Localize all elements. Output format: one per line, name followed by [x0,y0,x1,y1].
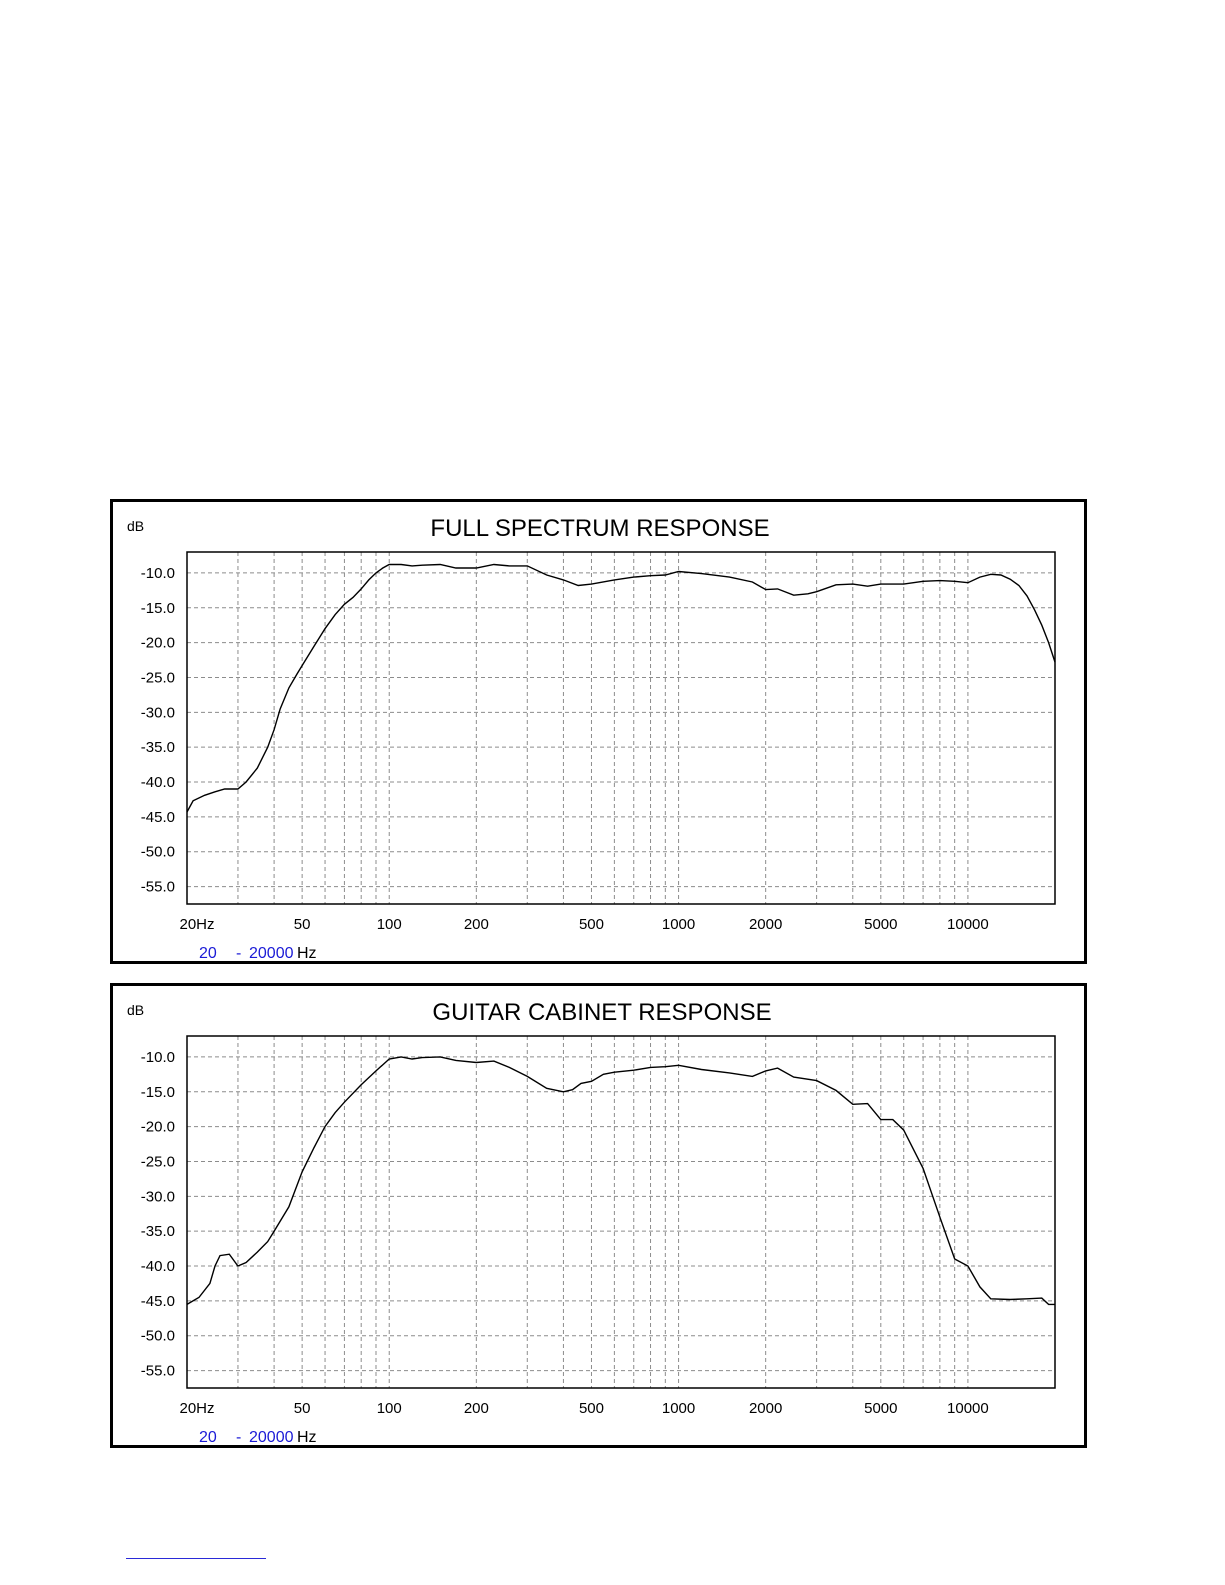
y-tick-label: -45.0 [140,808,175,826]
y-tick-labels [141,565,175,896]
range-to: 20000 [249,1429,294,1445]
x-tick-label: 1000 [661,1400,696,1417]
x-tick-label: 10000 [947,1400,989,1417]
y-tick-label: -35.0 [140,1223,175,1241]
frequency-range [199,1429,317,1445]
range-dash: - [236,1429,242,1445]
chart-guitar-cabinet [113,986,1084,1445]
y-tick-label: -20.0 [140,634,175,652]
x-tick-label: 20Hz [179,1400,215,1417]
x-tick-label: 50 [293,916,311,933]
chart-panel-full-spectrum [110,499,1087,964]
frequency-range [199,945,317,961]
y-tick-label: -45.0 [140,1292,175,1310]
y-tick-label: -25.0 [140,1153,175,1171]
y-tick-label: -30.0 [140,704,175,722]
x-tick-label: 5000 [864,916,898,933]
x-tick-label: 500 [578,1400,604,1417]
y-tick-label: -25.0 [140,669,175,687]
chart-full-spectrum [113,502,1084,961]
x-tick-label: 2000 [748,916,783,933]
grid-lines [187,1036,1055,1388]
chart-title: GUITAR CABINET RESPONSE [432,999,772,1026]
x-tick-label: 5000 [864,1400,898,1417]
y-tick-labels [141,1049,175,1380]
y-tick-label: -35.0 [140,739,175,757]
response-curve [187,1057,1055,1305]
y-tick-label: -40.0 [140,774,175,792]
y-tick-label: -20.0 [140,1118,175,1136]
response-curve [187,565,1055,813]
y-tick-label: -50.0 [140,1327,175,1345]
range-to: 20000 [249,945,294,961]
x-tick-label: 500 [578,916,604,933]
range-from: 20 [199,1429,217,1445]
x-tick-label: 10000 [947,916,989,933]
x-tick-label: 2000 [748,1400,783,1417]
chart-title: FULL SPECTRUM RESPONSE [430,515,770,542]
x-tick-label: 100 [376,916,402,933]
y-tick-label: -50.0 [140,843,175,861]
x-tick-label: 200 [463,916,489,933]
x-tick-label: 20Hz [179,916,215,933]
range-unit: Hz [297,1429,317,1445]
x-tick-label: 50 [293,1400,311,1417]
y-tick-label: -40.0 [140,1258,175,1276]
chart-panel-guitar-cabinet [110,983,1087,1448]
y-tick-label: -10.0 [140,564,175,582]
footer-rule [126,1558,266,1559]
grid-lines [187,552,1055,904]
y-tick-label: -55.0 [140,878,175,896]
x-tick-label: 100 [376,1400,402,1417]
y-tick-label: -30.0 [140,1188,175,1206]
y-tick-label: -55.0 [140,1362,175,1380]
plot-area [187,1036,1055,1388]
y-axis-label: dB [127,518,145,534]
y-tick-label: -15.0 [140,1083,175,1101]
y-tick-label: -15.0 [140,599,175,617]
x-tick-labels [179,1400,988,1417]
y-tick-label: -10.0 [140,1048,175,1066]
range-from: 20 [199,945,217,961]
x-tick-labels [179,916,988,933]
x-tick-label: 200 [463,1400,489,1417]
x-tick-label: 1000 [661,916,696,933]
y-axis-label: dB [127,1002,145,1018]
plot-area [187,552,1055,904]
range-unit: Hz [297,945,317,961]
range-dash: - [236,945,242,961]
